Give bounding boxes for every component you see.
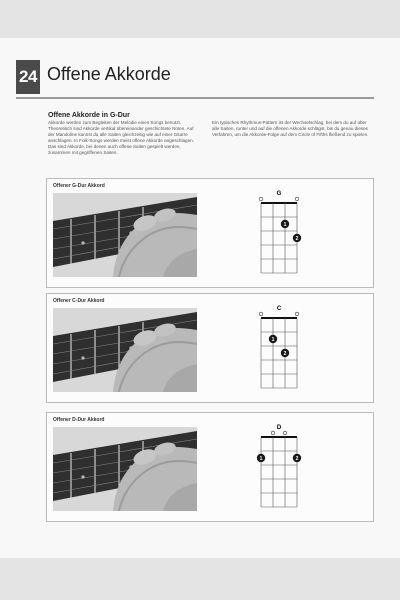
open-string-marker [271,431,275,435]
chord-box-c [46,293,374,403]
chord-box-g [46,178,374,288]
finger-number: 1 [271,336,275,343]
section-title: Offene Akkorde in G-Dur [48,112,130,119]
hand-photo [53,193,197,277]
book-page [0,38,400,558]
title-rule [16,97,374,99]
chord-diagram [247,300,311,398]
chord-grid-svg [247,419,311,517]
chord-diagram [247,185,311,283]
open-string-marker [259,312,263,316]
finger-number: 1 [283,221,287,228]
intro-text-left: Akkorde werden zum Begleiten der Melodie eines Songs benutzt. Theoretisch sind Akkorde vertikal übereinander geschichtete Noten. Auf der Mandoline kannst du alle Saiten gleichzeitig wie auf einer Gitarre anschlagen. In Folk-Songs werden meist offene Akkorde angeschlagen. Das sind Akkorde, bei denen auch offene Saiten gespielt werden, zusammen mit gegriffenen Saiten. [48,120,194,155]
finger-number: 2 [295,455,299,462]
intro-text-right: Ein typisches Rhythmus-Pattern ist der Wechselschlag, bei dem du auf über alle Saiten, runter und auf die offenen Akkorde schlägst, bis du genau dieses Verfahren, um die Akkorde-Folge auf dem Circle of Fifths fließend zu spielen. [212,120,369,137]
hand-photo [53,308,197,392]
open-string-marker [295,197,299,201]
chord-diagram [247,419,311,517]
chord-box-label: Offener D-Dur Akkord [53,417,105,423]
finger-number: 2 [295,235,299,242]
chord-grid-svg [247,300,311,398]
open-string-marker [259,197,263,201]
finger-number: 1 [259,455,263,462]
page-number: 24 [16,60,40,94]
open-string-marker [283,431,287,435]
chord-grid-svg [247,185,311,283]
finger-number: 2 [283,350,287,357]
chord-name: C [276,306,282,312]
hand-photo [53,427,197,511]
chord-name: D [276,425,282,431]
open-string-marker [295,312,299,316]
chord-name: G [276,191,282,197]
chord-box-d [46,412,374,522]
page-title: Offene Akkorde [47,64,171,84]
chord-box-label: Offener G-Dur Akkord [53,183,105,189]
chord-box-label: Offener C-Dur Akkord [53,298,105,304]
